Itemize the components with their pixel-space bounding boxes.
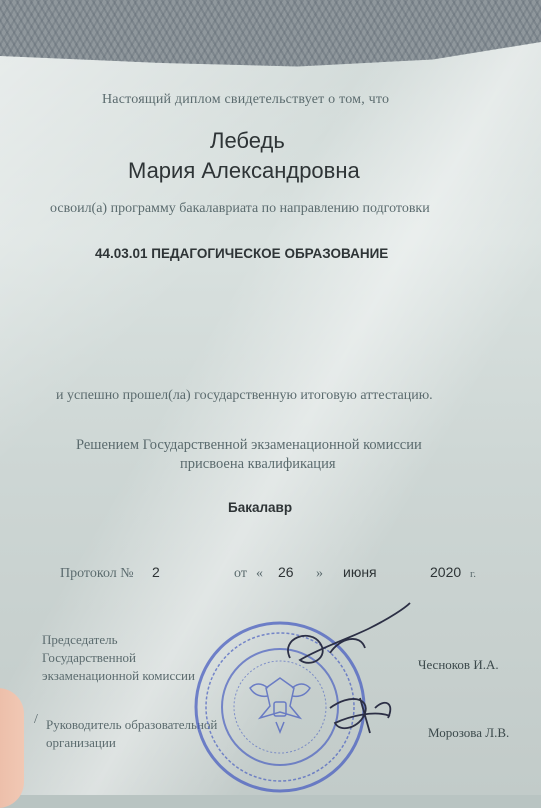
chair-name: Чесноков И.А.: [418, 657, 499, 672]
chair-title-1: Председатель: [42, 632, 118, 647]
graduate-name: Мария Александровна: [128, 158, 360, 183]
year-suffix: г.: [470, 568, 477, 580]
qualification: Бакалавр: [228, 500, 293, 515]
quote-open: «: [256, 566, 263, 581]
graduate-surname: Лебедь: [210, 128, 285, 153]
head-title-2: организации: [46, 735, 116, 750]
attestation-text: и успешно прошел(ла) государственную итоговую аттестацию.: [56, 388, 433, 403]
guilloche-border: [0, 0, 541, 70]
protocol-month: июня: [343, 564, 377, 580]
head-name: Морозова Л.В.: [428, 725, 510, 740]
protocol-number: 2: [152, 564, 160, 580]
intro-text: Настоящий диплом свидетельствует о том, что: [102, 92, 390, 107]
signatures: [270, 598, 430, 768]
protocol-label: Протокол №: [60, 566, 134, 581]
finger-edge: [0, 688, 24, 808]
protocol-year: 2020: [430, 564, 462, 580]
decision-text-1: Решением Государственной экзаменационной комиссии: [76, 437, 422, 453]
decision-text-2: присвоена квалификация: [180, 456, 336, 472]
chair-title-2: Государственной: [42, 650, 137, 665]
chair-title-3: экзаменационной комиссии: [42, 668, 195, 683]
protocol-day: 26: [278, 564, 294, 580]
program-text: освоил(а) программу бакалавриата по направлению подготовки: [50, 201, 430, 216]
slash-mark: /: [34, 712, 38, 727]
head-title-1: Руководитель образовательной: [46, 717, 218, 732]
protocol-from-label: от: [234, 566, 247, 581]
quote-close: »: [316, 566, 323, 581]
specialty-title: 44.03.01 ПЕДАГОГИЧЕСКОЕ ОБРАЗОВАНИЕ: [95, 246, 389, 261]
